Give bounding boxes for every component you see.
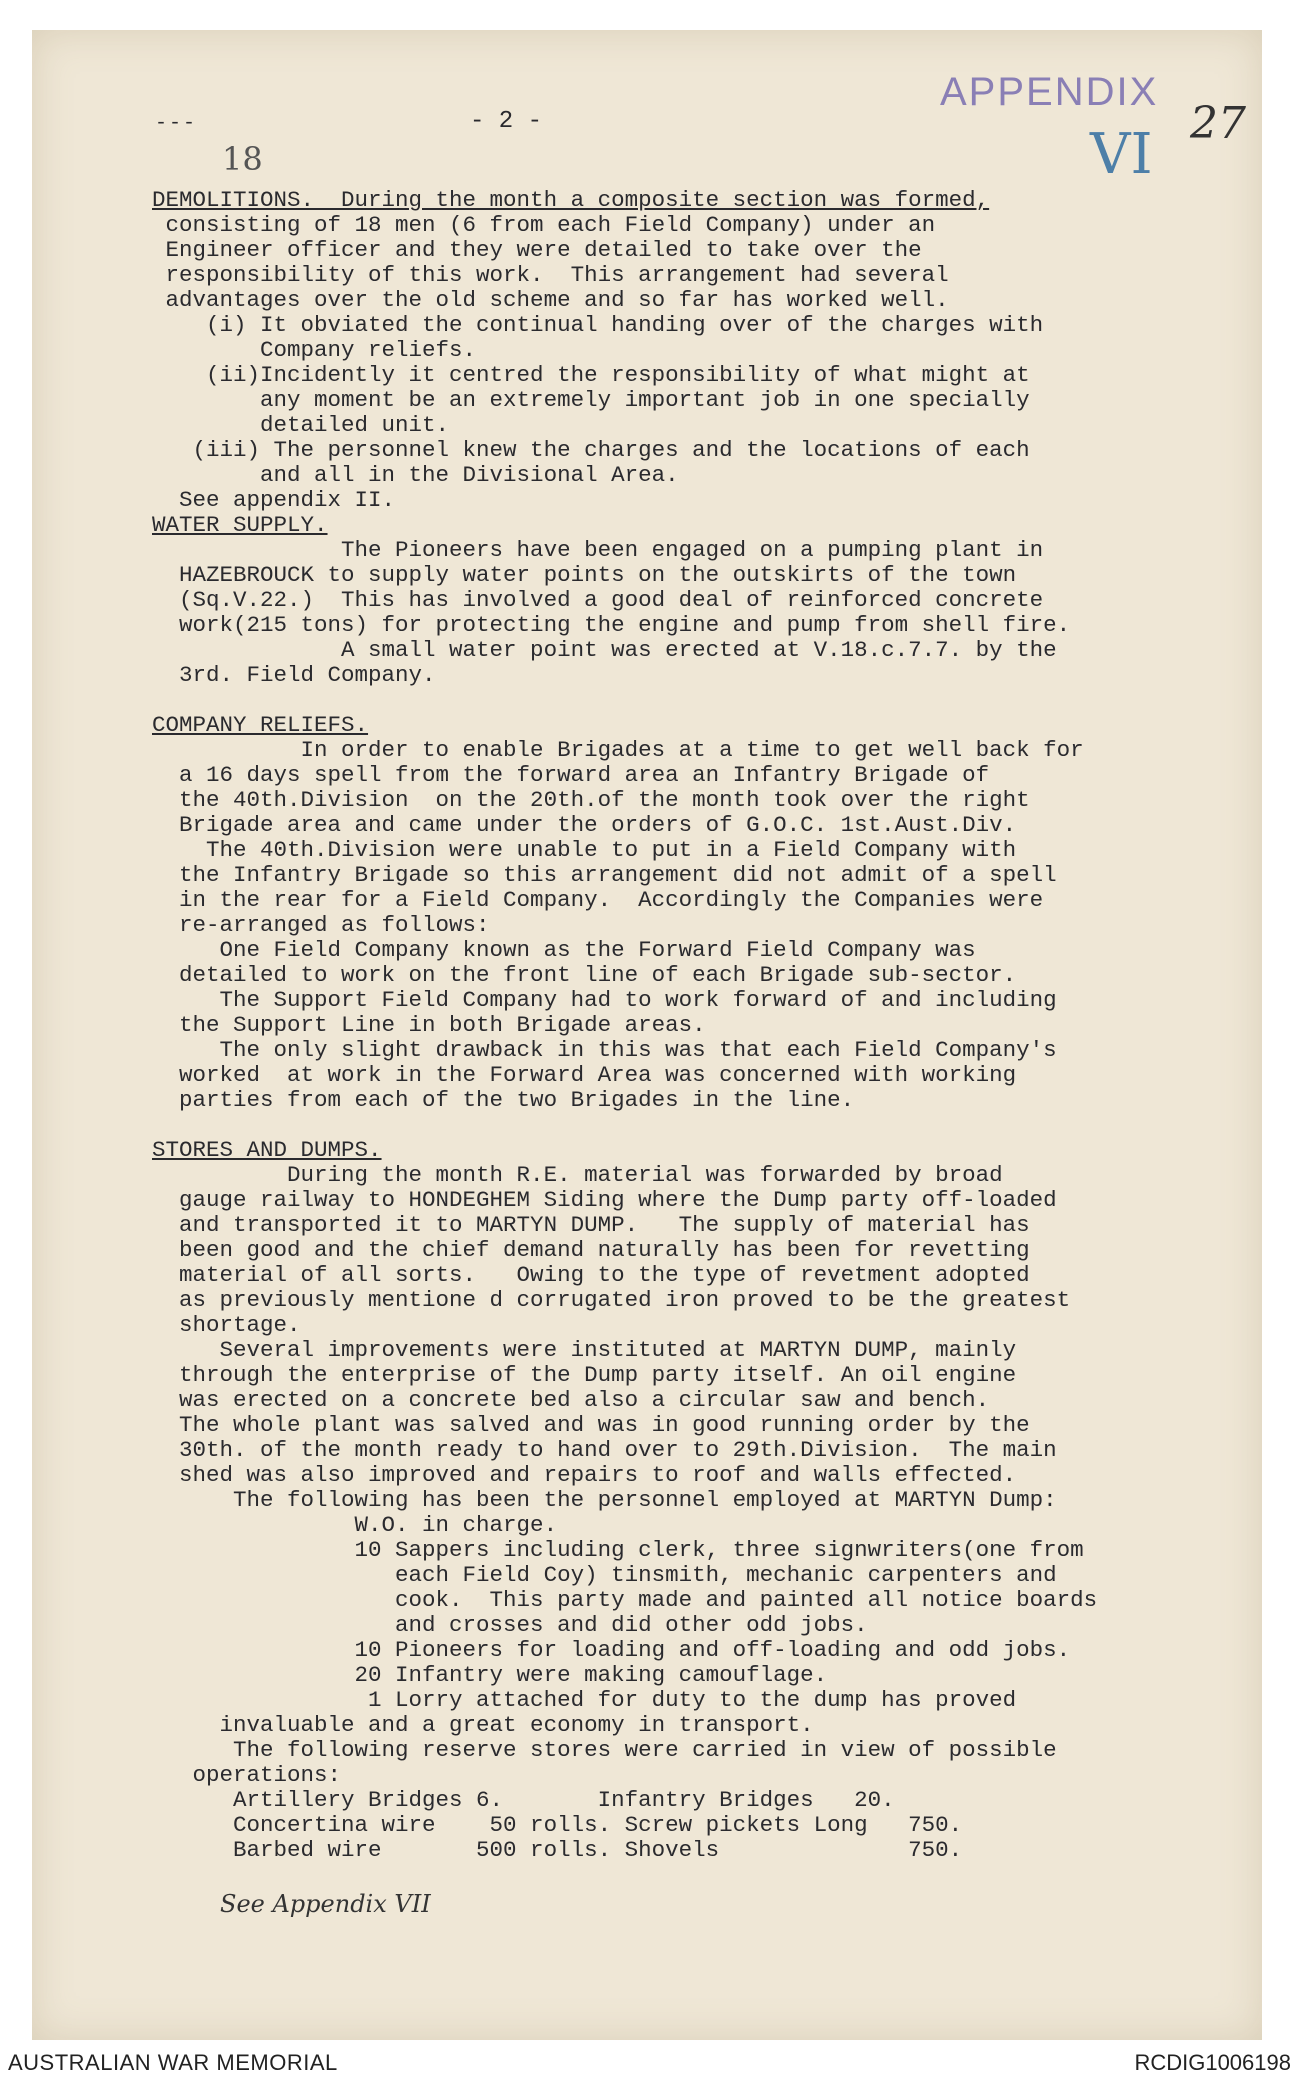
- text-line: cook. This party made and painted all notice boards: [152, 1587, 1098, 1613]
- text-line: The only slight drawback in this was that each Field Company's: [152, 1037, 1057, 1063]
- text-line: Company reliefs.: [152, 337, 477, 363]
- text-line: operations:: [152, 1762, 342, 1788]
- text-line: and transported it to MARTYN DUMP. The supply of material has: [152, 1212, 1030, 1238]
- text-line: material of all sorts. Owing to the type of revetment adopted: [152, 1262, 1030, 1288]
- text-line: The Pioneers have been engaged on a pumping plant in: [152, 537, 1044, 563]
- text-line: and crosses and did other odd jobs.: [152, 1612, 868, 1638]
- text-line: The following has been the personnel employed at MARTYN Dump:: [152, 1487, 1057, 1513]
- text-line: Brigade area and came under the orders of G.O.C. 1st.Aust.Div.: [152, 812, 1017, 838]
- section-heading-company-reliefs: COMPANY RELIEFS.: [152, 712, 369, 738]
- text-line: The following reserve stores were carried in view of possible: [152, 1737, 1057, 1763]
- text-line: detailed to work on the front line of each Brigade sub-sector.: [152, 962, 1017, 988]
- text-line: 1 Lorry attached for duty to the dump has proved: [152, 1687, 1017, 1713]
- text-line: One Field Company known as the Forward Field Company was: [152, 937, 976, 963]
- section-heading-stores-and-dumps: STORES AND DUMPS.: [152, 1137, 382, 1163]
- text-line: (iii) The personnel knew the charges and the locations of each: [152, 437, 1030, 463]
- text-line: Artillery Bridges 6. Infantry Bridges 20.: [152, 1787, 895, 1813]
- handwritten-number-18: 18: [222, 140, 263, 178]
- text-line: Barbed wire 500 rolls. Shovels 750.: [152, 1837, 963, 1863]
- text-line: the 40th.Division on the 20th.of the month took over the right: [152, 787, 1030, 813]
- text-line: The 40th.Division were unable to put in a Field Company with: [152, 837, 1017, 863]
- text-line: re-arranged as follows:: [152, 912, 490, 938]
- caption-id: RCDIG1006198: [1134, 2050, 1291, 2075]
- text-line: parties from each of the two Brigades in the line.: [152, 1087, 855, 1113]
- text-line: (ii)Incidently it centred the responsibility of what might at: [152, 362, 1030, 388]
- text-line: and all in the Divisional Area.: [152, 462, 679, 488]
- text-line: 30th. of the month ready to hand over to 29th.Division. The main: [152, 1437, 1057, 1463]
- text-line: detailed unit.: [152, 412, 450, 438]
- text-line: been good and the chief demand naturally has been for revetting: [152, 1237, 1030, 1263]
- handwritten-number-27: 27: [1190, 98, 1246, 149]
- text-line: a 16 days spell from the forward area an Infantry Brigade of: [152, 762, 990, 788]
- text-line: Concertina wire 50 rolls. Screw pickets Long 750.: [152, 1812, 963, 1838]
- text-line: the Support Line in both Brigade areas.: [152, 1012, 706, 1038]
- text-line: Several improvements were instituted at MARTYN DUMP, mainly: [152, 1337, 1017, 1363]
- text-line: was erected on a concrete bed also a circular saw and bench.: [152, 1387, 990, 1413]
- text-line: shed was also improved and repairs to roof and walls effected.: [152, 1462, 1017, 1488]
- text-line: HAZEBROUCK to supply water points on the outskirts of the town: [152, 562, 1017, 588]
- text-line: In order to enable Brigades at a time to get well back for: [152, 737, 1084, 763]
- text-line: work(215 tons) for protecting the engine and pump from shell fire.: [152, 612, 1071, 638]
- text-line: gauge railway to HONDEGHEM Siding where the Dump party off-loaded: [152, 1187, 1057, 1213]
- text-line: 10 Sappers including clerk, three signwriters(one from: [152, 1537, 1084, 1563]
- text-line: A small water point was erected at V.18.c.7.7. by the: [152, 637, 1057, 663]
- text-line: the Infantry Brigade so this arrangement did not admit of a spell: [152, 862, 1057, 888]
- text-line: in the rear for a Field Company. Accordingly the Companies were: [152, 887, 1044, 913]
- section-heading-demolitions: DEMOLITIONS. During the month a composite section was formed,: [152, 187, 990, 213]
- text-line: shortage.: [152, 1312, 301, 1338]
- text-line: invaluable and a great economy in transport.: [152, 1712, 814, 1738]
- text-line: During the month R.E. material was forwarded by broad: [152, 1162, 1003, 1188]
- text-line: 3rd. Field Company.: [152, 662, 436, 688]
- text-line: responsibility of this work. This arrangement had several: [152, 262, 949, 288]
- caption-source: AUSTRALIAN WAR MEMORIAL: [8, 2050, 338, 2075]
- text-line: each Field Coy) tinsmith, mechanic carpenters and: [152, 1562, 1057, 1588]
- text-line: The Support Field Company had to work forward of and including: [152, 987, 1057, 1013]
- text-line: Engineer officer and they were detailed to take over the: [152, 237, 922, 263]
- text-line: 10 Pioneers for loading and off-loading and odd jobs.: [152, 1637, 1071, 1663]
- section-heading-water-supply: WATER SUPPLY.: [152, 512, 328, 538]
- text-line: as previously mentione d corrugated iron proved to be the greatest: [152, 1287, 1071, 1313]
- appendix-stamp: APPENDIX: [940, 70, 1159, 114]
- text-line: worked at work in the Forward Area was concerned with working: [152, 1062, 1017, 1088]
- text-line: 20 Infantry were making camouflage.: [152, 1662, 828, 1688]
- text-line: any moment be an extremely important job in one specially: [152, 387, 1030, 413]
- text-line: through the enterprise of the Dump party itself. An oil engine: [152, 1362, 1017, 1388]
- text-line: advantages over the old scheme and so far has worked well.: [152, 287, 949, 313]
- text-line: See appendix II.: [152, 487, 396, 513]
- header-dashes: ---: [155, 112, 198, 135]
- text-line: (Sq.V.22.) This has involved a good deal of reinforced concrete: [152, 587, 1044, 613]
- handwritten-roman-vi: VI: [1090, 122, 1153, 187]
- text-line: W.O. in charge.: [152, 1512, 558, 1538]
- text-line: The whole plant was salved and was in good running order by the: [152, 1412, 1030, 1438]
- text-line: (i) It obviated the continual handing over of the charges with: [152, 312, 1044, 338]
- page-number: - 2 -: [470, 108, 543, 135]
- handwritten-note: See Appendix VII: [220, 1890, 431, 1918]
- text-line: consisting of 18 men (6 from each Field Company) under an: [152, 212, 936, 238]
